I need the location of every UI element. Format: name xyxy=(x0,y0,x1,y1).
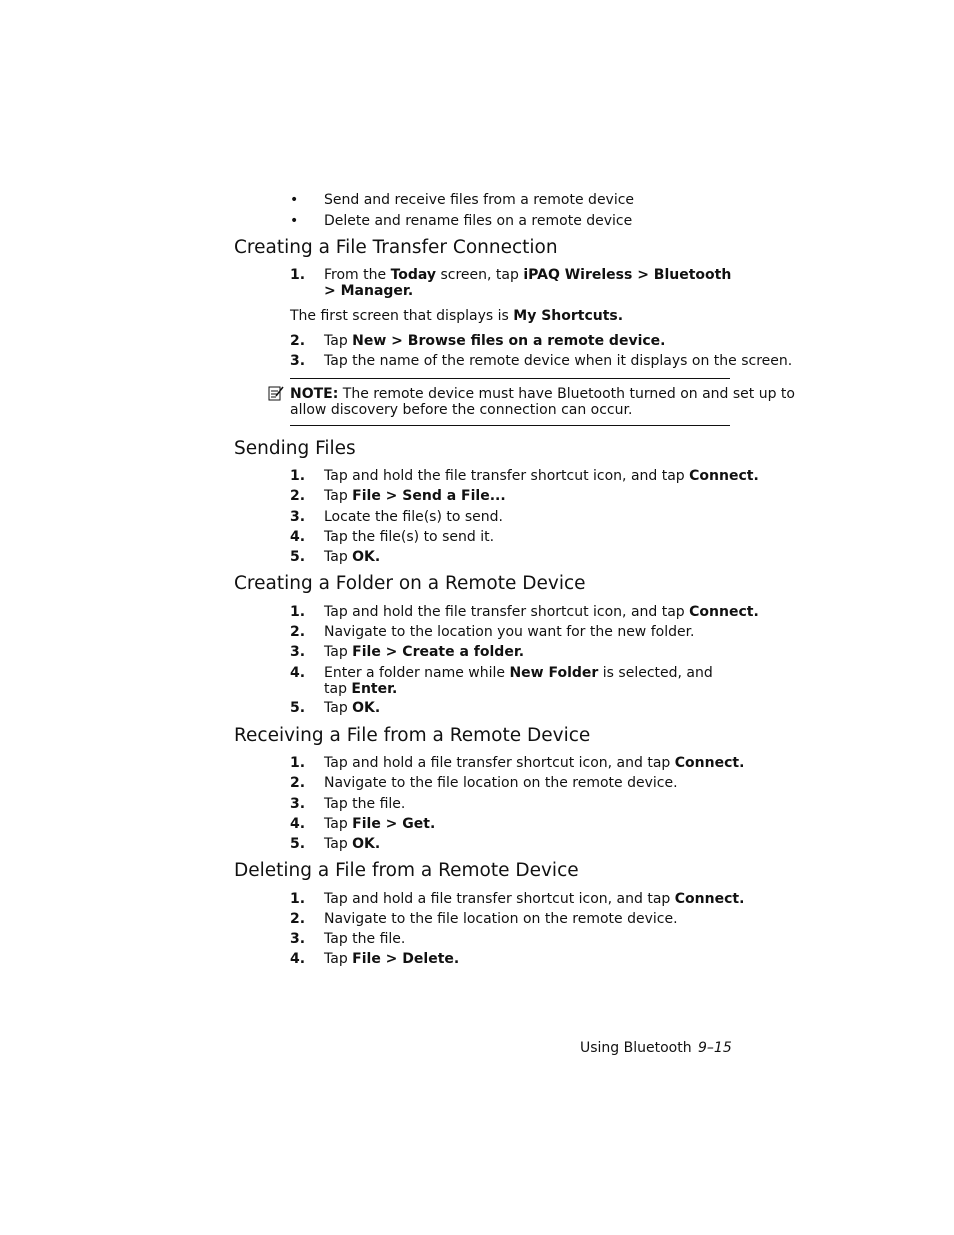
step-number: 5. xyxy=(290,700,306,716)
step-text: Tap OK. xyxy=(324,700,381,716)
step-text: Navigate to the location you want for the new folder. xyxy=(324,624,695,640)
step-text: Navigate to the file location on the remote device. xyxy=(324,775,678,791)
step-text: From the Today screen, tap iPAQ Wireless > Bluetooth > Manager. xyxy=(324,267,732,299)
step-text: Locate the file(s) to send. xyxy=(324,509,503,525)
step-number: 3. xyxy=(290,796,306,812)
step-text: Tap the file. xyxy=(324,931,406,947)
section-heading: Creating a File Transfer Connection xyxy=(234,237,558,258)
step-number: 5. xyxy=(290,549,306,565)
step-text: Tap File > Delete. xyxy=(324,951,460,967)
step-text: Tap and hold the file transfer shortcut icon, and tap Connect. xyxy=(324,604,759,620)
paragraph: The first screen that displays is My Shortcuts. xyxy=(290,308,624,324)
step-number: 1. xyxy=(290,755,306,771)
note-label: NOTE: xyxy=(290,386,339,402)
step-number: 3. xyxy=(290,353,306,369)
step-number: 4. xyxy=(290,665,306,681)
step-number: 3. xyxy=(290,509,306,525)
step-number: 5. xyxy=(290,836,306,852)
footer-section-title: Using Bluetooth xyxy=(580,1040,692,1056)
bullet-dot: • xyxy=(290,192,299,208)
step-number: 4. xyxy=(290,816,306,832)
note-top-rule xyxy=(290,378,730,379)
step-number: 2. xyxy=(290,911,306,927)
step-text: Tap OK. xyxy=(324,836,381,852)
step-text: Navigate to the file location on the remote device. xyxy=(324,911,678,927)
step-number: 2. xyxy=(290,488,306,504)
step-text: Tap File > Create a folder. xyxy=(324,644,525,660)
step-text: Tap File > Get. xyxy=(324,816,436,832)
step-text: Tap the name of the remote device when it displays on the screen. xyxy=(324,353,793,369)
step-number: 1. xyxy=(290,891,306,907)
note-text: NOTE: The remote device must have Bluetooth turned on and set up to allow discovery before the connection can occur. xyxy=(290,386,795,418)
step-number: 1. xyxy=(290,604,306,620)
page-number: 9–15 xyxy=(698,1040,732,1056)
step-text: Tap the file. xyxy=(324,796,406,812)
step-number: 3. xyxy=(290,644,306,660)
section-heading: Creating a Folder on a Remote Device xyxy=(234,573,586,594)
step-text: Tap and hold the file transfer shortcut icon, and tap Connect. xyxy=(324,468,759,484)
step-text: Tap the file(s) to send it. xyxy=(324,529,495,545)
note-bottom-rule xyxy=(290,425,730,426)
step-number: 4. xyxy=(290,529,306,545)
step-number: 2. xyxy=(290,624,306,640)
section-heading: Deleting a File from a Remote Device xyxy=(234,860,579,881)
intro-bullet: Send and receive files from a remote device xyxy=(324,192,635,208)
step-text: Tap and hold a file transfer shortcut icon, and tap Connect. xyxy=(324,891,745,907)
step-number: 2. xyxy=(290,333,306,349)
step-number: 1. xyxy=(290,267,306,283)
section-heading: Sending Files xyxy=(234,438,356,459)
step-number: 1. xyxy=(290,468,306,484)
step-number: 4. xyxy=(290,951,306,967)
step-text: Enter a folder name while New Folder is selected, and tap Enter. xyxy=(324,665,713,697)
note-icon xyxy=(268,385,285,402)
step-text: Tap File > Send a File... xyxy=(324,488,506,504)
intro-bullet: Delete and rename files on a remote device xyxy=(324,213,633,229)
bullet-dot: • xyxy=(290,213,299,229)
step-number: 2. xyxy=(290,775,306,791)
step-number: 3. xyxy=(290,931,306,947)
step-text: Tap New > Browse files on a remote device. xyxy=(324,333,666,349)
section-heading: Receiving a File from a Remote Device xyxy=(234,725,591,746)
step-text: Tap OK. xyxy=(324,549,381,565)
step-text: Tap and hold a file transfer shortcut icon, and tap Connect. xyxy=(324,755,745,771)
